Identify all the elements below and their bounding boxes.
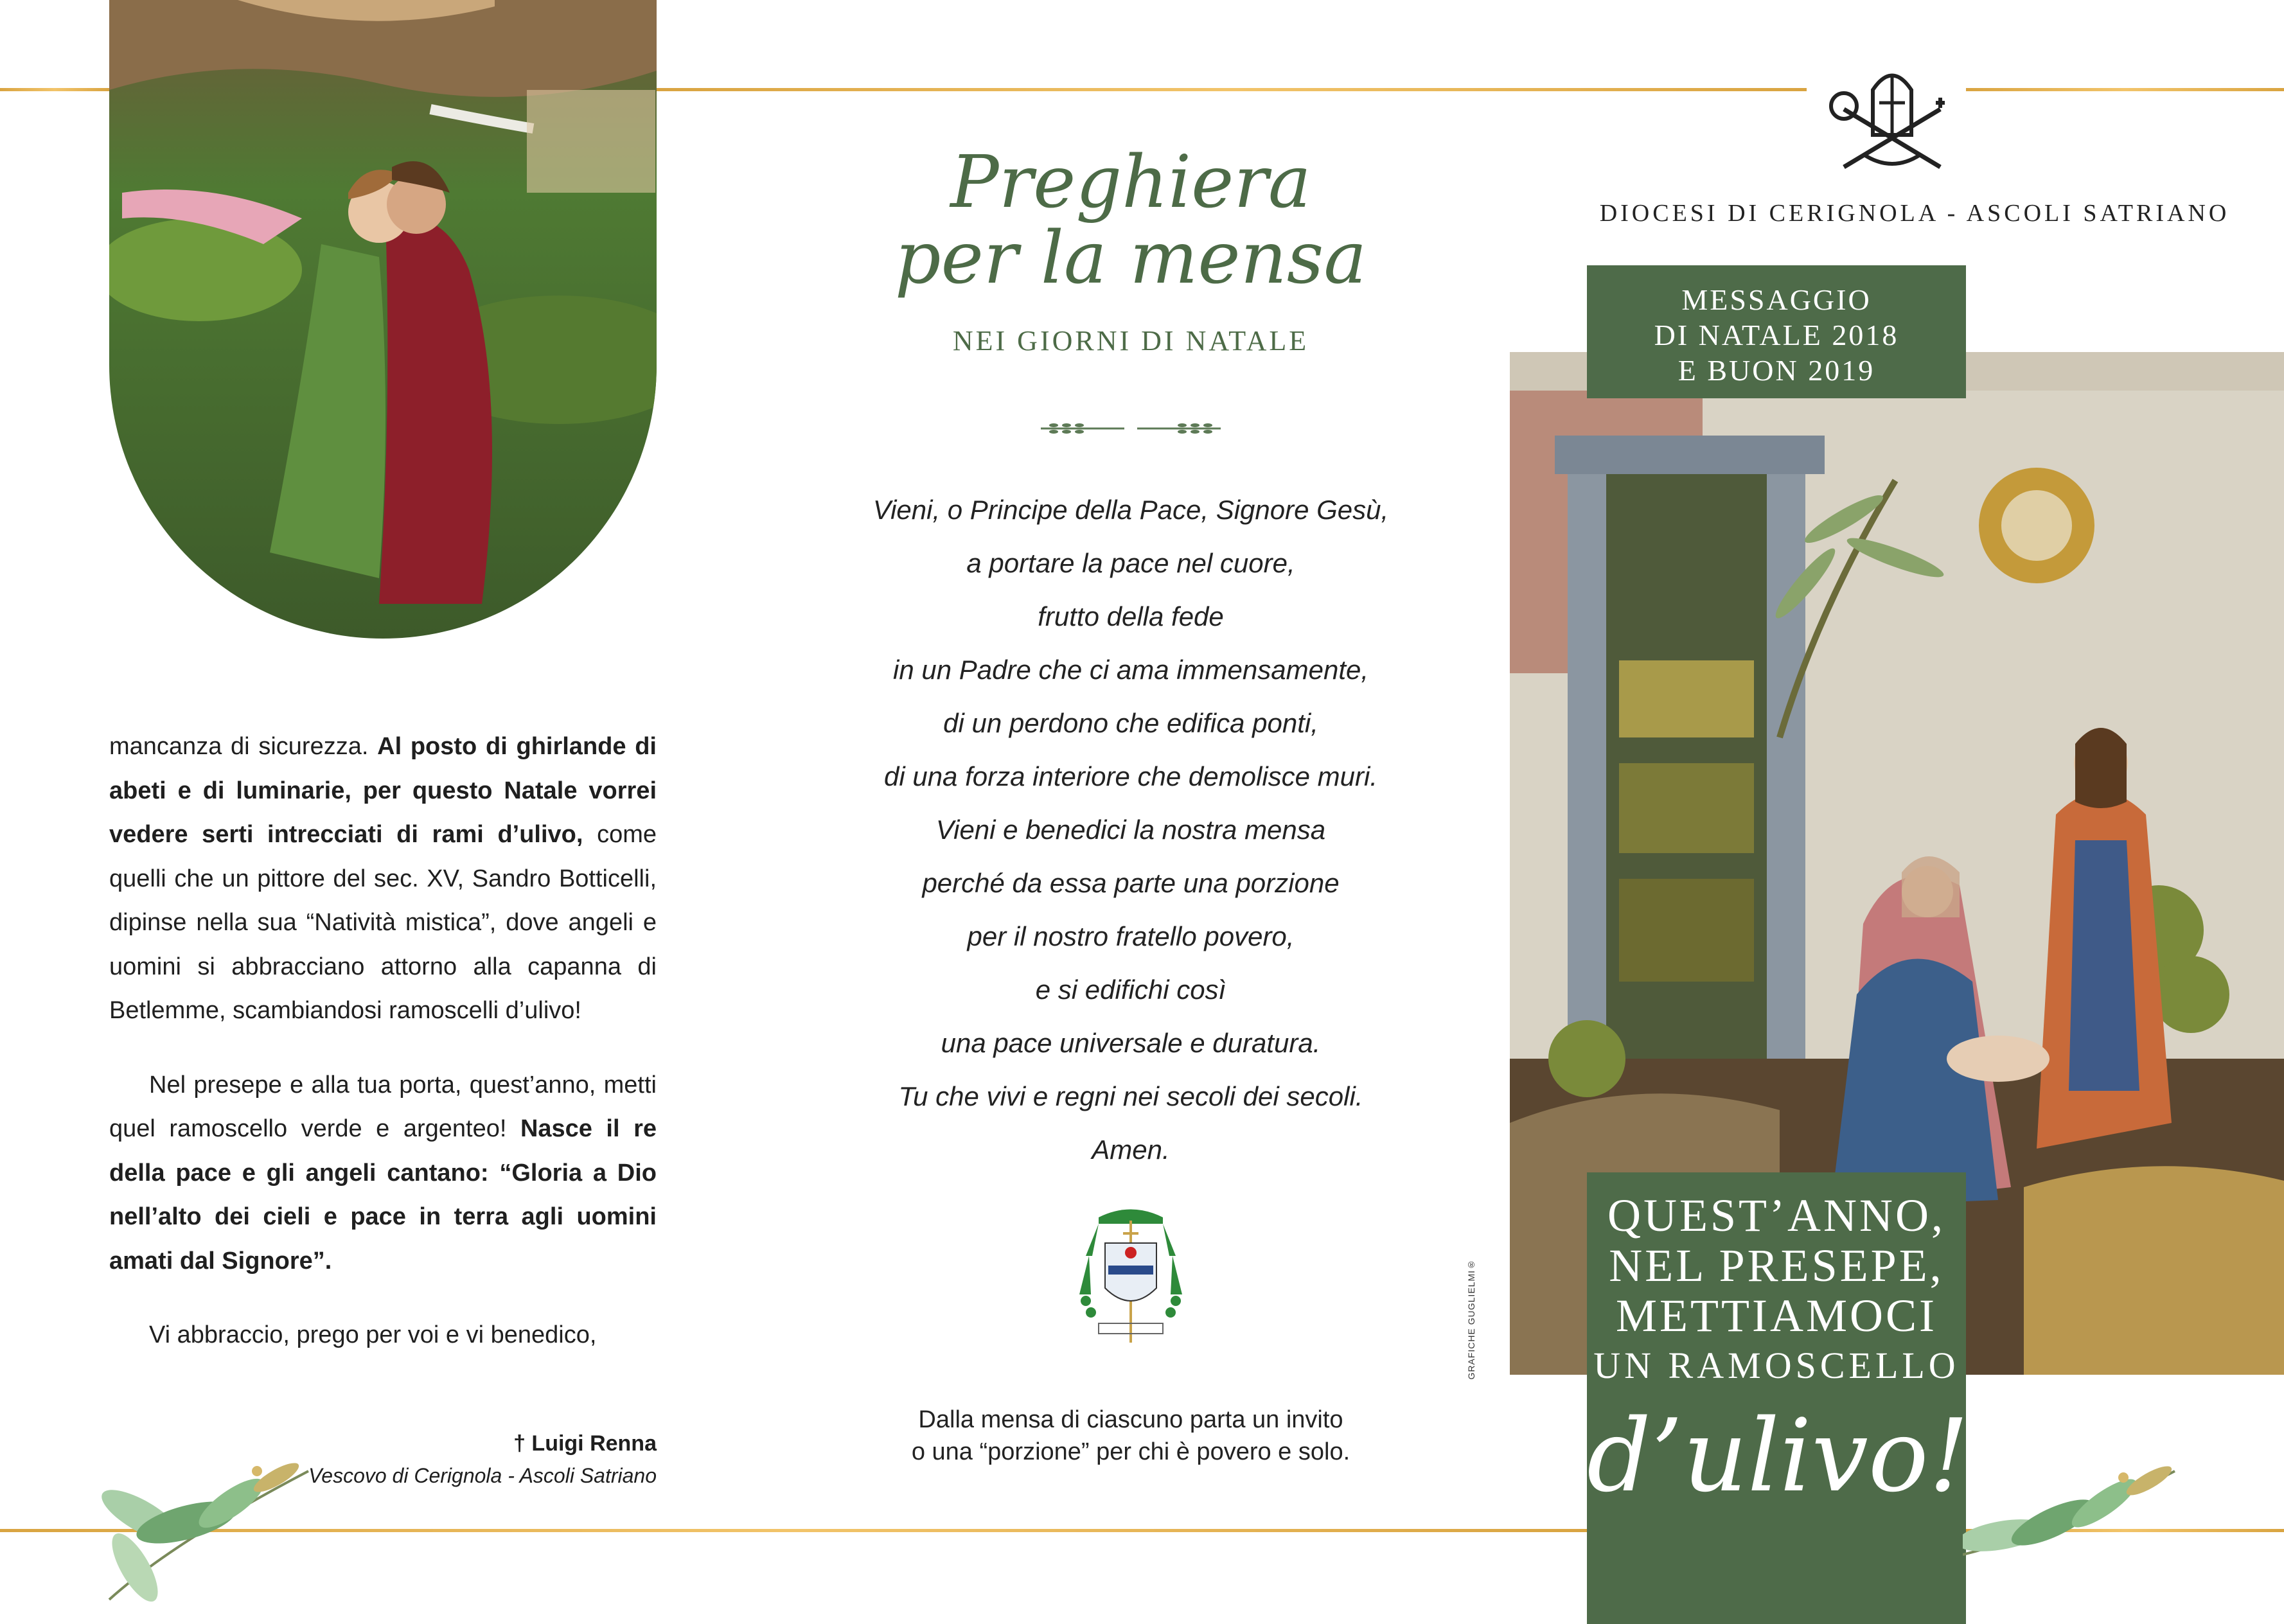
invite-text: [810, 1404, 1452, 1468]
prayer-line: una pace universale e duratura.: [941, 1028, 1321, 1058]
prayer-line: di una forza interiore che demolisce muri.: [883, 761, 1378, 791]
letter-p2-intro: Nel presepe e alla tua porta, quest’anno, metti quel ramoscello verde e argenteo!: [109, 1071, 657, 1142]
prayer-line: perché da essa parte una porzione: [922, 868, 1340, 898]
main-slogan-box: [1587, 1172, 1969, 1624]
message-line: MESSAGGIO: [1681, 283, 1872, 316]
printer-credit: GRAFICHE GUGLIELMI®: [1466, 1259, 1476, 1380]
signature-role: Vescovo di Cerignola - Ascoli Satriano: [308, 1464, 657, 1487]
bishop-mitre-crest-icon: [1818, 64, 1966, 183]
letter-paragraph-2: [109, 1063, 657, 1284]
prayer-title-line-1: Preghiera: [950, 141, 1311, 224]
prayer-text: [797, 483, 1465, 1176]
top-rule-right: [1966, 88, 2284, 91]
prayer-line: Amen.: [1092, 1134, 1170, 1165]
prayer-line: frutto della fede: [1038, 601, 1224, 631]
slogan-line: NEL PRESEPE,: [1609, 1240, 1944, 1291]
prayer-title: [861, 141, 1401, 300]
slogan-line: QUEST’ANNO,: [1607, 1190, 1945, 1241]
slogan-script: d’ulivo!: [1587, 1397, 1969, 1514]
top-rule-left: [0, 88, 109, 91]
slogan-line: METTIAMOCI: [1616, 1290, 1937, 1341]
prayer-line: Vieni e benedici la nostra mensa: [935, 815, 1326, 845]
prayer-line: a portare la pace nel cuore,: [966, 548, 1295, 578]
prayer-line: per il nostro fratello povero,: [967, 921, 1295, 951]
prayer-line: e si edifichi così: [1035, 975, 1226, 1005]
letter-p1-intro: mancanza di sicurezza.: [109, 733, 378, 760]
letter-p1-rest: come quelli che un pittore del sec. XV, Sandro Botticelli, dipinse nella sua “Natività mistica”, dove angeli e uomini si abbracciano attorno alla capanna di Betlemme, scambiandosi ramoscelli d’ulivo!: [109, 821, 657, 1024]
signature-name: † Luigi Renna: [513, 1431, 657, 1456]
slogan-line: UN RAMOSCELLO: [1593, 1345, 1960, 1386]
top-rule-middle: [657, 88, 1807, 91]
prayer-title-line-2: per la mensa: [894, 216, 1367, 300]
episcopal-coat-of-arms-icon: [1073, 1205, 1189, 1349]
olive-branch-icon: [1963, 1458, 2181, 1577]
prayer-line: Vieni, o Principe della Pace, Signore Gesù,: [872, 495, 1389, 525]
letter-p1-bold: Al posto di ghirlande di abeti e di luminarie, per questo Natale vorrei vedere serti intrecciati di rami d’ulivo,: [109, 733, 657, 848]
prayer-line: di un perdono che edifica ponti,: [943, 708, 1318, 738]
letter-paragraph-1: [109, 725, 657, 1033]
invite-line-1: Dalla mensa di ciascuno parta un invito: [918, 1406, 1343, 1433]
invite-line-2: o una “porzione” per chi è povero e solo.: [911, 1438, 1350, 1465]
botticelli-painting-arch: [109, 0, 657, 639]
olive-branch-icon: [96, 1445, 328, 1616]
prayer-subtitle: NEI GIORNI DI NATALE: [952, 325, 1309, 357]
prayer-line: in un Padre che ci ama immensamente,: [892, 655, 1369, 685]
diocese-name: DIOCESI DI CERIGNOLA - ASCOLI SATRIANO: [1599, 200, 2230, 227]
letter-p2-bold: Nasce il re della pace e gli angeli cantano: “Gloria a Dio nell’alto dei cieli e pace in terra agli uomini amati dal Signore”.: [109, 1115, 657, 1275]
prayer-line: Tu che vivi e regni nei secoli dei secoli.: [898, 1081, 1363, 1111]
message-line: E BUON 2019: [1678, 354, 1875, 387]
christmas-message-box: [1587, 265, 1966, 398]
signature-block: [308, 1427, 657, 1492]
laurel-divider-icon: [1041, 421, 1221, 439]
letter-paragraph-3: Vi abbraccio, prego per voi e vi benedico,: [149, 1321, 597, 1348]
message-line: DI NATALE 2018: [1654, 319, 1899, 351]
bishop-letter: [109, 725, 657, 1357]
